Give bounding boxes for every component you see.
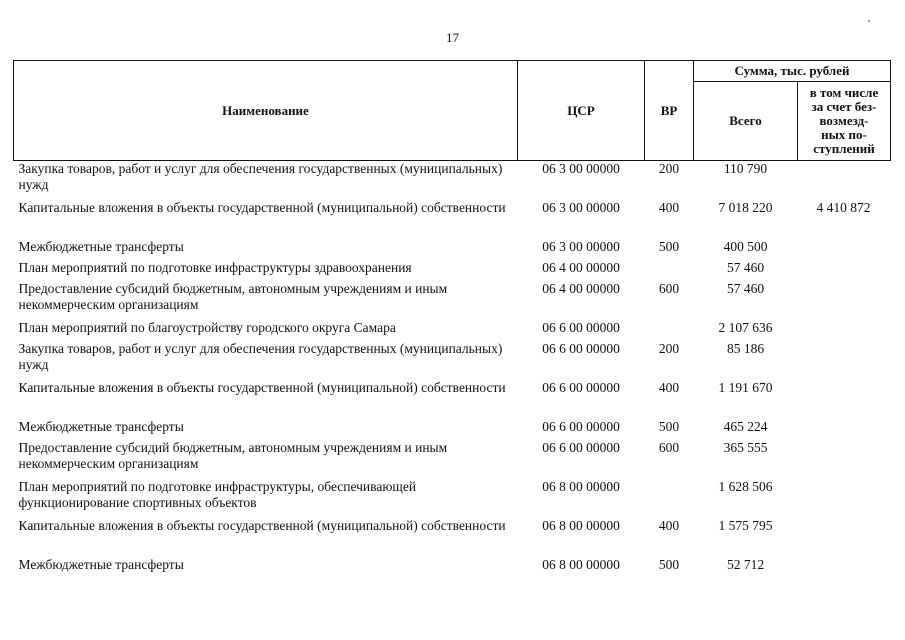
cell-total: 52 712 (726, 557, 765, 572)
cell-vr: 500 (658, 419, 680, 434)
table-row (14, 479, 891, 518)
table-header (14, 61, 891, 161)
cell-name: План мероприятий по подготовке инфраструктуры здравоохранения (18, 260, 412, 275)
cell-csr: 06 6 00 00000 (542, 419, 620, 434)
cell-name: Закупка товаров, работ и услуг для обеспечения государственных (муниципальных) нужд (18, 341, 503, 372)
header-total: Всего (694, 82, 798, 161)
cell-total: 1 191 670 (718, 380, 773, 395)
cell-csr: 06 3 00 00000 (542, 161, 620, 176)
cell-vr: 200 (658, 341, 680, 356)
cell-csr: 06 4 00 00000 (542, 260, 620, 275)
cell-name: Капитальные вложения в объекты государственной (муниципальной) собственности (18, 380, 506, 395)
cell-csr: 06 8 00 00000 (542, 479, 620, 494)
header-free-line: ступлений (813, 141, 875, 156)
cell-vr: 400 (658, 380, 680, 395)
cell-total: 365 555 (723, 440, 768, 455)
cell-name: Межбюджетные трансферты (18, 419, 184, 434)
header-free-line: ных по- (821, 127, 867, 142)
scan-speck (868, 20, 870, 22)
cell-free (798, 479, 891, 518)
cell-name: Закупка товаров, работ и услуг для обеспечения государственных (муниципальных) нужд (18, 161, 503, 192)
cell-vr: 200 (658, 161, 680, 176)
page-number: 17 (446, 30, 459, 45)
cell-free (798, 518, 891, 557)
table-row (14, 518, 891, 557)
table-row (14, 341, 891, 380)
cell-free (798, 239, 891, 260)
cell-free (798, 281, 891, 320)
table-row (14, 380, 891, 419)
table-row (14, 161, 891, 201)
cell-csr: 06 3 00 00000 (542, 239, 620, 254)
table-row (14, 320, 891, 341)
cell-vr: 400 (658, 518, 680, 533)
table-row (14, 239, 891, 260)
cell-total: 110 790 (723, 161, 768, 176)
cell-csr: 06 6 00 00000 (542, 341, 620, 356)
cell-csr: 06 6 00 00000 (542, 320, 620, 335)
table-row (14, 260, 891, 281)
table-row (14, 419, 891, 440)
cell-csr: 06 4 00 00000 (542, 281, 620, 296)
table-row (14, 440, 891, 479)
cell-csr: 06 6 00 00000 (542, 380, 620, 395)
cell-csr: 06 8 00 00000 (542, 557, 620, 572)
cell-free (798, 419, 891, 440)
cell-total: 57 460 (726, 260, 765, 275)
cell-name: Межбюджетные трансферты (18, 239, 184, 254)
cell-total: 2 107 636 (718, 320, 773, 335)
cell-free (798, 380, 891, 419)
budget-table (13, 60, 891, 578)
cell-vr: 500 (658, 239, 680, 254)
cell-vr: 600 (658, 440, 680, 455)
cell-name: Предоставление субсидий бюджетным, автономным учреждениям и иным некоммерческим организациям (18, 281, 448, 312)
cell-name: Капитальные вложения в объекты государственной (муниципальной) собственности (18, 518, 506, 533)
cell-vr: 500 (658, 557, 680, 572)
cell-total: 57 460 (726, 281, 765, 296)
cell-free (798, 341, 891, 380)
cell-name: Межбюджетные трансферты (18, 557, 184, 572)
table-row (14, 281, 891, 320)
header-sum: Сумма, тыс. рублей (694, 61, 891, 82)
header-name: Наименование (14, 61, 518, 161)
cell-name: Капитальные вложения в объекты государственной (муниципальной) собственности (18, 200, 506, 215)
cell-free (798, 161, 891, 201)
header-free-line: за счет без- (811, 99, 877, 114)
cell-total: 85 186 (726, 341, 765, 356)
cell-free (798, 557, 891, 578)
cell-total: 465 224 (723, 419, 768, 434)
header-free-line: в том числе (809, 85, 879, 100)
cell-csr: 06 6 00 00000 (542, 440, 620, 455)
table-body (14, 161, 891, 579)
cell-free (798, 260, 891, 281)
cell-name: План мероприятий по подготовке инфраструктуры, обеспечивающей функционирование спортивных объектов (18, 479, 417, 510)
cell-free: 4 410 872 (816, 200, 871, 215)
cell-vr (645, 479, 694, 518)
cell-total: 7 018 220 (718, 200, 773, 215)
cell-vr (645, 320, 694, 341)
table-row (14, 200, 891, 239)
cell-total: 1 575 795 (718, 518, 773, 533)
cell-csr: 06 3 00 00000 (542, 200, 620, 215)
cell-csr: 06 8 00 00000 (542, 518, 620, 533)
cell-total: 400 500 (723, 239, 768, 254)
cell-vr: 400 (658, 200, 680, 215)
cell-vr (645, 260, 694, 281)
header-free (798, 82, 891, 161)
cell-free (798, 320, 891, 341)
table-row (14, 557, 891, 578)
cell-total: 1 628 506 (718, 479, 773, 494)
header-free-line: возмезд- (819, 113, 869, 128)
header-csr: ЦСР (518, 61, 645, 161)
cell-free (798, 440, 891, 479)
header-vr: ВР (645, 61, 694, 161)
cell-vr: 600 (658, 281, 680, 296)
cell-name: План мероприятий по благоустройству городского округа Самара (18, 320, 396, 335)
cell-name: Предоставление субсидий бюджетным, автономным учреждениям и иным некоммерческим организациям (18, 440, 448, 471)
